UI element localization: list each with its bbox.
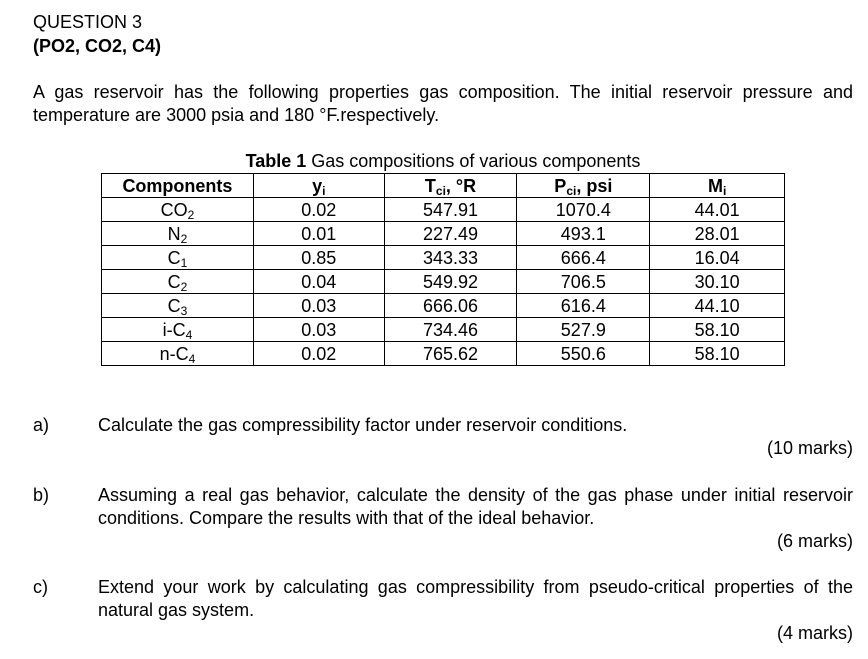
part-c-text: Extend your work by calculating gas compressibility from pseudo-critical properties of the natural gas system. — [98, 577, 853, 620]
gas-composition-table — [101, 173, 785, 366]
component-cell: $N_2$ — [102, 222, 254, 246]
critical-temperature-cell: 343.33 — [384, 246, 517, 270]
part-b-label: b) — [33, 485, 50, 505]
critical-pressure-cell: 493.1 — [517, 222, 650, 246]
critical-pressure-cell: 666.4 — [517, 246, 650, 270]
mole-fraction-cell: 0.03 — [253, 318, 384, 342]
critical-temperature-cell: 549.92 — [384, 270, 517, 294]
table-row — [102, 198, 785, 222]
molecular-weight-cell: 58.10 — [650, 342, 785, 366]
critical-temperature-cell: 227.49 — [384, 222, 517, 246]
critical-temperature-cell: 765.62 — [384, 342, 517, 366]
header-critical-pressure: $P_{ci}$, psi — [517, 174, 650, 198]
table-row — [102, 294, 785, 318]
mole-fraction-cell: 0.85 — [253, 246, 384, 270]
part-a-text: Calculate the gas compressibility factor under reservoir conditions. — [98, 415, 628, 435]
question-intro: A gas reservoir has the following properties gas composition. The initial reservoir pressure and temperature are 3000 psia and 180 °F.respectively. — [33, 82, 853, 125]
table-caption — [101, 150, 785, 172]
table-row — [102, 246, 785, 270]
mole-fraction-cell: 0.04 — [253, 270, 384, 294]
molecular-weight-cell: 16.04 — [650, 246, 785, 270]
part-a-label: a) — [33, 415, 50, 435]
part-c-marks: (4 marks) — [777, 623, 853, 643]
question-outcomes: (PO2, CO2, C4) — [33, 36, 162, 56]
critical-pressure-cell: 527.9 — [517, 318, 650, 342]
component-cell: $C_2$ — [102, 270, 254, 294]
component-cell: $i-C_4$ — [102, 318, 254, 342]
table-row — [102, 270, 785, 294]
critical-temperature-cell: 666.06 — [384, 294, 517, 318]
molecular-weight-cell: 44.10 — [650, 294, 785, 318]
mole-fraction-cell: 0.03 — [253, 294, 384, 318]
molecular-weight-cell: 30.10 — [650, 270, 785, 294]
question-title: QUESTION 3 — [33, 12, 143, 32]
header-components: Components — [102, 174, 254, 198]
header-critical-temperature: $T_{ci}$, °R — [384, 174, 517, 198]
mole-fraction-cell: 0.01 — [253, 222, 384, 246]
header-molecular-weight: $M_i$ — [650, 174, 785, 198]
critical-pressure-cell: 616.4 — [517, 294, 650, 318]
molecular-weight-cell: 58.10 — [650, 318, 785, 342]
part-b-text: Assuming a real gas behavior, calculate the density of the gas phase under initial reservoir conditions. Compare the results with that of the ideal behavior. — [98, 485, 853, 528]
critical-pressure-cell: 706.5 — [517, 270, 650, 294]
header-mole-fraction: $y_i$ — [253, 174, 384, 198]
molecular-weight-cell: 28.01 — [650, 222, 785, 246]
part-c-label: c) — [33, 577, 48, 597]
component-cell: $n-C_4$ — [102, 342, 254, 366]
critical-pressure-cell: 1070.4 — [517, 198, 650, 222]
mole-fraction-cell: 0.02 — [253, 198, 384, 222]
critical-temperature-cell: 547.91 — [384, 198, 517, 222]
critical-pressure-cell: 550.6 — [517, 342, 650, 366]
table-row — [102, 222, 785, 246]
table-caption-label: Table 1 — [245, 151, 307, 171]
component-cell: $C_3$ — [102, 294, 254, 318]
molecular-weight-cell: 44.01 — [650, 198, 785, 222]
table-header-row — [102, 174, 785, 198]
critical-temperature-cell: 734.46 — [384, 318, 517, 342]
table-caption-text: Gas compositions of various components — [306, 151, 641, 171]
part-b-marks: (6 marks) — [777, 531, 853, 551]
component-cell: $C_1$ — [102, 246, 254, 270]
mole-fraction-cell: 0.02 — [253, 342, 384, 366]
table-row — [102, 318, 785, 342]
part-a-marks: (10 marks) — [766, 438, 853, 458]
table-row — [102, 342, 785, 366]
component-cell: $CO_2$ — [102, 198, 254, 222]
